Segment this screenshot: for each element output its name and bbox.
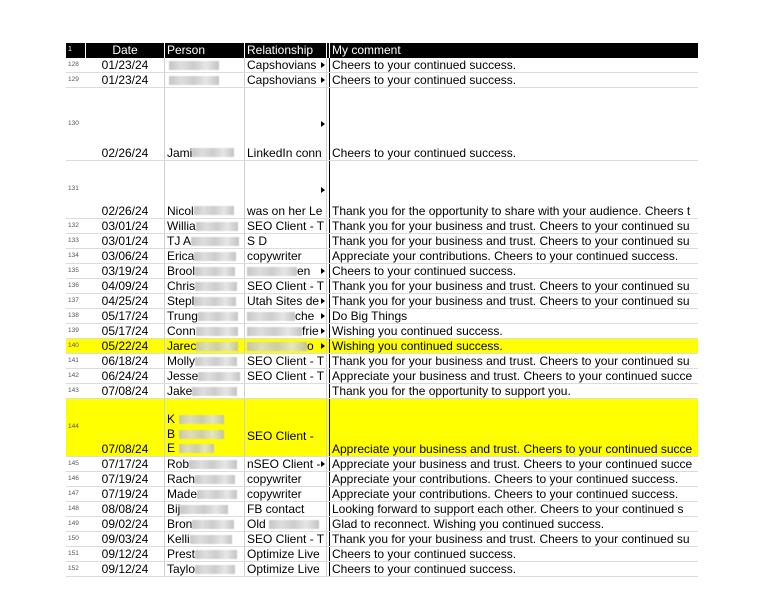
person-cell[interactable] xyxy=(166,517,245,531)
relationship-cell[interactable]: Optimize Live xyxy=(246,562,327,576)
relationship-cell[interactable] xyxy=(246,517,327,531)
date-cell[interactable]: 06/18/24 xyxy=(86,354,165,368)
table-row[interactable] xyxy=(66,88,698,161)
person-cell[interactable] xyxy=(166,547,245,561)
overflow-arrow-icon xyxy=(321,298,325,304)
person-line xyxy=(167,412,244,427)
date-cell[interactable]: 05/22/24 xyxy=(86,339,165,353)
row-number: 131 xyxy=(68,185,79,193)
date-cell[interactable]: 07/19/24 xyxy=(86,487,165,501)
overflow-arrow-icon xyxy=(321,268,325,274)
redacted-name xyxy=(194,252,236,261)
table-row[interactable] xyxy=(66,472,698,487)
comment-cell[interactable]: Wishing you continued success. xyxy=(329,339,698,353)
table-row-highlighted[interactable] xyxy=(66,339,698,354)
relationship-text: nSEO Client - xyxy=(247,457,321,471)
person-text: Kelli xyxy=(167,532,190,546)
redacted-relationship xyxy=(247,267,297,276)
table-row[interactable] xyxy=(66,457,698,472)
person-cell[interactable] xyxy=(166,562,245,576)
date-cell[interactable]: 03/06/24 xyxy=(86,249,165,263)
person-cell[interactable] xyxy=(166,339,245,353)
comment-cell[interactable]: Cheers to your continued success. xyxy=(329,88,698,160)
table-row[interactable] xyxy=(66,547,698,562)
person-text: Taylo xyxy=(167,562,196,576)
relationship-text: Old xyxy=(247,517,266,531)
redacted-name xyxy=(195,475,235,484)
relationship-text: che xyxy=(295,309,315,323)
comment-cell[interactable]: Thank you for your business and trust. Cheers to your continued su xyxy=(329,532,698,546)
table-row[interactable] xyxy=(66,369,698,384)
person-initial: B xyxy=(167,426,176,441)
relationship-cell[interactable]: SEO Client - xyxy=(246,399,327,456)
relationship-cell[interactable] xyxy=(246,457,327,471)
row-number: 138 xyxy=(68,312,79,319)
table-row[interactable] xyxy=(66,502,698,517)
redacted-name xyxy=(196,327,238,336)
date-cell[interactable]: 05/17/24 xyxy=(86,309,165,323)
column-header-comment[interactable]: My comment xyxy=(329,43,698,58)
row-number: 128 xyxy=(68,61,79,68)
header-row-number: 1 xyxy=(66,43,86,58)
comment-cell[interactable]: Appreciate your business and trust. Cheers to your continued succe xyxy=(329,369,698,383)
relationship-text: Utah Sites de xyxy=(247,294,320,308)
table-row[interactable] xyxy=(66,294,698,309)
person-cell[interactable] xyxy=(166,58,245,72)
overflow-arrow-icon xyxy=(321,121,325,127)
comment-cell[interactable]: Thank you for your business and trust. Cheers to your continued su xyxy=(329,279,698,293)
relationship-cell[interactable]: FB contact xyxy=(246,502,327,516)
date-cell[interactable]: 02/26/24 xyxy=(86,161,165,218)
comment-cell[interactable]: Appreciate your contributions. Cheers to your continued success. xyxy=(329,472,698,486)
redacted-name xyxy=(190,535,232,544)
comment-cell[interactable]: Thank you for your business and trust. Cheers to your continued su xyxy=(329,234,698,248)
row-number: 130 xyxy=(68,119,79,127)
redacted-relationship xyxy=(247,312,295,321)
redacted-name xyxy=(189,460,237,469)
row-number: 134 xyxy=(68,252,79,259)
table-row[interactable] xyxy=(66,234,698,249)
date-cell[interactable]: 09/12/24 xyxy=(86,547,165,561)
redacted-name xyxy=(179,430,224,439)
person-text: Brool xyxy=(167,264,196,278)
date-cell[interactable]: 02/26/24 xyxy=(86,88,165,160)
person-cell[interactable] xyxy=(166,487,245,501)
table-row[interactable] xyxy=(66,532,698,547)
relationship-text: Capshovians xyxy=(247,58,317,72)
person-cell[interactable] xyxy=(166,294,245,308)
redacted-name xyxy=(192,520,234,529)
relationship-cell[interactable] xyxy=(246,309,327,323)
person-text: Erica xyxy=(167,249,195,263)
row-number: 135 xyxy=(68,267,79,274)
comment-cell[interactable]: Wishing you continued success. xyxy=(329,324,698,338)
person-text: Bron xyxy=(167,517,193,531)
row-number: 148 xyxy=(68,505,79,512)
row-number: 136 xyxy=(68,282,79,289)
comment-cell[interactable]: Do Big Things xyxy=(329,309,698,323)
person-initial: K xyxy=(167,412,176,426)
overflow-arrow-icon xyxy=(321,328,325,334)
row-number: 133 xyxy=(68,237,79,244)
person-text: Prest xyxy=(167,547,196,561)
comment-cell[interactable]: Thank you for your business and trust. Cheers to your continued su xyxy=(329,294,698,308)
relationship-text: frie xyxy=(302,324,319,338)
table-row[interactable] xyxy=(66,58,698,73)
overflow-arrow-icon xyxy=(321,313,325,319)
redacted-name xyxy=(195,282,237,291)
redacted-name xyxy=(195,550,237,559)
redacted-name xyxy=(198,312,238,321)
overflow-arrow-icon xyxy=(321,62,325,68)
comment-cell[interactable]: Glad to reconnect. Wishing you continued success. xyxy=(329,517,698,531)
person-text: Conn xyxy=(167,324,196,338)
date-cell[interactable]: 01/23/24 xyxy=(86,58,165,72)
date-cell[interactable]: 08/08/24 xyxy=(86,502,165,516)
row-number: 149 xyxy=(68,520,79,527)
row-number: 142 xyxy=(68,372,79,379)
table-row[interactable] xyxy=(66,73,698,88)
comment-cell[interactable]: Cheers to your continued success. xyxy=(329,264,698,278)
column-header-date[interactable]: Date xyxy=(86,43,165,58)
person-cell[interactable] xyxy=(166,234,245,248)
person-line xyxy=(167,427,244,442)
table-row-highlighted[interactable] xyxy=(66,399,698,457)
relationship-cell[interactable]: copywriter xyxy=(246,472,327,486)
overflow-arrow-icon xyxy=(321,187,325,193)
person-cell[interactable] xyxy=(166,264,245,278)
person-cell[interactable] xyxy=(166,161,245,218)
table-row[interactable] xyxy=(66,309,698,324)
date-cell[interactable]: 07/19/24 xyxy=(86,472,165,486)
comment-cell[interactable]: Appreciate your contributions. Cheers to your continued success. xyxy=(329,249,698,263)
person-cell[interactable] xyxy=(166,249,245,263)
relationship-cell[interactable] xyxy=(246,339,327,353)
person-cell[interactable] xyxy=(166,279,245,293)
spreadsheet xyxy=(66,43,698,577)
relationship-cell[interactable] xyxy=(246,384,327,398)
redacted-name xyxy=(179,415,224,424)
comment-cell[interactable]: Thank you for the opportunity to support you. xyxy=(329,384,698,398)
redacted-relationship xyxy=(269,520,319,529)
relationship-cell[interactable]: Optimize Live xyxy=(246,547,327,561)
comment-cell[interactable]: Thank you for your business and trust. Cheers to your continued su xyxy=(329,219,698,233)
redacted-name xyxy=(191,237,239,246)
row-number: 147 xyxy=(68,490,79,497)
person-text: Jami xyxy=(167,145,193,160)
redacted-relationship xyxy=(247,342,307,351)
person-cell[interactable] xyxy=(166,502,245,516)
person-cell[interactable] xyxy=(166,369,245,383)
relationship-cell[interactable] xyxy=(246,88,327,160)
redacted-name xyxy=(198,372,240,381)
person-cell[interactable] xyxy=(166,532,245,546)
relationship-text: o xyxy=(307,339,314,353)
person-line xyxy=(167,441,244,456)
comment-cell[interactable]: Appreciate your business and trust. Cheers to your continued succe xyxy=(329,399,698,456)
column-header-relationship[interactable]: Relationship xyxy=(246,43,327,58)
overflow-arrow-icon xyxy=(321,77,325,83)
date-cell[interactable]: 07/08/24 xyxy=(86,399,165,456)
person-cell[interactable] xyxy=(166,354,245,368)
person-text: Willia xyxy=(167,219,196,233)
person-text: Rach xyxy=(167,472,196,486)
person-cell[interactable] xyxy=(166,324,245,338)
comment-cell[interactable]: Cheers to your continued success. xyxy=(329,547,698,561)
person-text: Chris xyxy=(167,279,196,293)
row-number: 132 xyxy=(68,222,79,229)
comment-cell[interactable]: Cheers to your continued success. xyxy=(329,58,698,72)
relationship-cell[interactable]: SEO Client - T xyxy=(246,354,327,368)
comment-cell[interactable]: Appreciate your contributions. Cheers to your continued success. xyxy=(329,487,698,501)
table-row[interactable] xyxy=(66,219,698,234)
date-cell[interactable]: 09/02/24 xyxy=(86,517,165,531)
table-row[interactable] xyxy=(66,487,698,502)
row-number: 150 xyxy=(68,535,79,542)
date-cell[interactable]: 05/17/24 xyxy=(86,324,165,338)
person-cell[interactable] xyxy=(166,73,245,87)
relationship-cell[interactable]: copywriter xyxy=(246,249,327,263)
relationship-cell[interactable]: SEO Client - T xyxy=(246,219,327,233)
row-number: 151 xyxy=(68,550,79,557)
person-cell[interactable] xyxy=(166,472,245,486)
comment-cell[interactable]: Thank you for your business and trust. Cheers to your continued su xyxy=(329,354,698,368)
person-text: Jake xyxy=(167,384,193,398)
row-number: 137 xyxy=(68,297,79,304)
date-cell[interactable]: 03/01/24 xyxy=(86,219,165,233)
column-header-person[interactable]: Person xyxy=(166,43,245,58)
person-text: Molly xyxy=(167,354,196,368)
redacted-name xyxy=(196,222,238,231)
table-row[interactable] xyxy=(66,517,698,532)
person-cell[interactable] xyxy=(166,457,245,471)
relationship-cell[interactable] xyxy=(246,264,327,278)
table-row[interactable] xyxy=(66,279,698,294)
date-cell[interactable]: 01/23/24 xyxy=(86,73,165,87)
relationship-cell[interactable] xyxy=(246,324,327,338)
relationship-cell[interactable] xyxy=(246,58,327,72)
person-text: Bij xyxy=(167,502,181,516)
row-number: 143 xyxy=(68,387,79,394)
person-cell[interactable] xyxy=(166,384,245,398)
person-text: Nicol xyxy=(167,203,194,218)
header-row xyxy=(66,43,698,58)
comment-cell[interactable]: Cheers to your continued success. xyxy=(329,73,698,87)
row-number: 129 xyxy=(68,76,79,83)
redacted-name xyxy=(196,342,238,351)
redacted-name xyxy=(192,148,234,157)
date-cell[interactable]: 03/19/24 xyxy=(86,264,165,278)
person-initial: E xyxy=(167,441,176,455)
redacted-name xyxy=(194,297,236,306)
relationship-cell[interactable]: S D xyxy=(246,234,327,248)
comment-cell[interactable]: Appreciate your business and trust. Cheers to your continued succe xyxy=(329,457,698,471)
person-cell[interactable] xyxy=(166,399,245,456)
redacted-name xyxy=(195,565,235,574)
date-cell[interactable]: 06/24/24 xyxy=(86,369,165,383)
date-cell[interactable]: 04/09/24 xyxy=(86,279,165,293)
table-row[interactable] xyxy=(66,384,698,399)
row-number: 140 xyxy=(68,342,79,349)
date-cell[interactable]: 04/25/24 xyxy=(86,294,165,308)
overflow-arrow-icon xyxy=(321,343,325,349)
date-cell[interactable]: 07/17/24 xyxy=(86,457,165,471)
redacted-name xyxy=(169,61,219,70)
table-row[interactable] xyxy=(66,562,698,577)
comment-cell[interactable]: Looking forward to support each other. Cheers to your continued s xyxy=(329,502,698,516)
redacted-name xyxy=(179,444,214,453)
row-number: 152 xyxy=(68,565,79,572)
relationship-text: en xyxy=(297,264,311,278)
person-text: Made xyxy=(167,487,198,501)
relationship-cell[interactable] xyxy=(246,161,327,218)
overflow-arrow-icon xyxy=(321,461,325,467)
redacted-name xyxy=(195,357,237,366)
row-number: 144 xyxy=(68,423,79,431)
person-cell[interactable] xyxy=(166,88,245,160)
table-row[interactable] xyxy=(66,161,698,219)
relationship-cell[interactable]: SEO Client - T xyxy=(246,369,327,383)
row-number: 139 xyxy=(68,327,79,334)
redacted-name xyxy=(192,387,237,396)
relationship-cell[interactable]: SEO Client - T xyxy=(246,279,327,293)
redacted-name xyxy=(180,505,228,514)
comment-cell[interactable]: Thank you for the opportunity to share with your audience. Cheers t xyxy=(329,161,698,218)
comment-cell[interactable]: Cheers to your continued success. xyxy=(329,562,698,576)
person-text: Jarec xyxy=(167,339,197,353)
date-cell[interactable]: 09/03/24 xyxy=(86,532,165,546)
date-cell[interactable]: 09/12/24 xyxy=(86,562,165,576)
row-number: 146 xyxy=(68,475,79,482)
redacted-name xyxy=(195,267,235,276)
relationship-cell[interactable]: SEO Client - T xyxy=(246,532,327,546)
person-cell[interactable] xyxy=(166,309,245,323)
table-row[interactable] xyxy=(66,249,698,264)
relationship-text: Capshovians xyxy=(247,73,317,87)
redacted-relationship xyxy=(247,327,302,336)
relationship-cell[interactable]: copywriter xyxy=(246,487,327,501)
relationship-text: LinkedIn conn xyxy=(247,145,322,160)
relationship-text: was on her Le xyxy=(247,203,323,218)
redacted-name xyxy=(194,206,234,215)
table-row[interactable] xyxy=(66,354,698,369)
row-number: 141 xyxy=(68,357,79,364)
date-cell[interactable]: 07/08/24 xyxy=(86,384,165,398)
redacted-name xyxy=(169,76,219,85)
date-cell[interactable]: 03/01/24 xyxy=(86,234,165,248)
person-text: Jesse xyxy=(167,369,199,383)
person-text: TJ A xyxy=(167,234,192,248)
table-row[interactable] xyxy=(66,264,698,279)
row-number: 145 xyxy=(68,460,79,467)
person-text: Stepl xyxy=(167,294,195,308)
person-text: Rob xyxy=(167,457,190,471)
redacted-name xyxy=(197,490,237,499)
person-cell[interactable] xyxy=(166,219,245,233)
relationship-cell[interactable] xyxy=(246,73,327,87)
table-row[interactable] xyxy=(66,324,698,339)
person-text: Trung xyxy=(167,309,198,323)
relationship-cell[interactable] xyxy=(246,294,327,308)
